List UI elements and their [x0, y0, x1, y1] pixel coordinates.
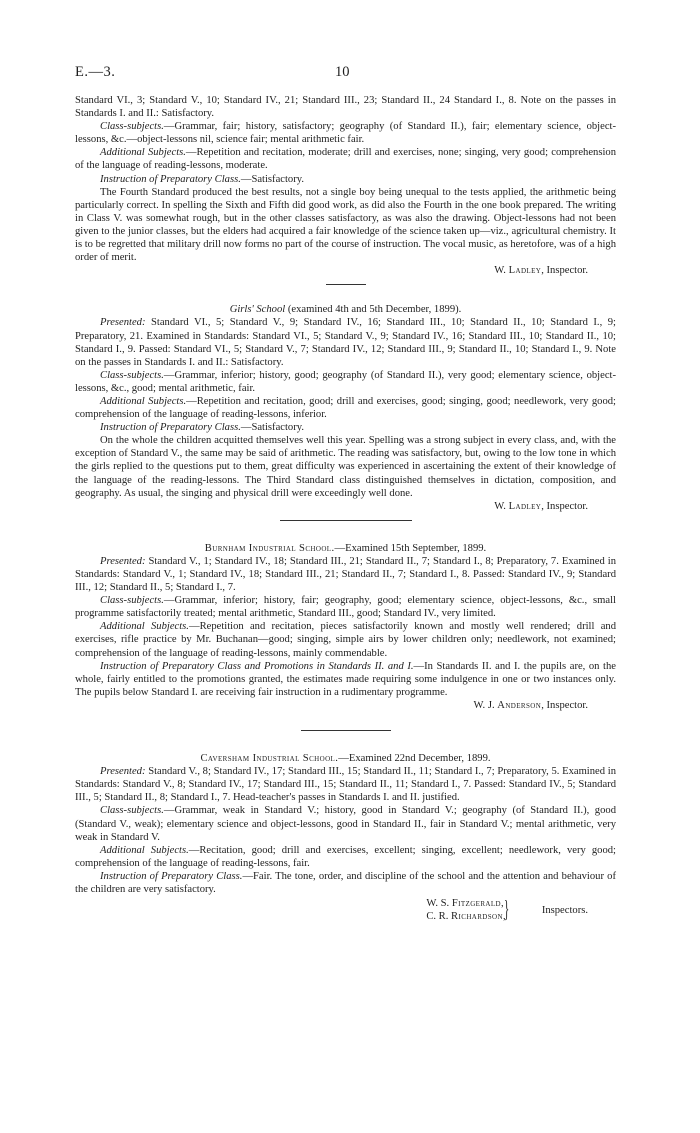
page-header: [75, 64, 635, 84]
signature-role: Inspectors.: [541, 905, 588, 917]
additional-subjects-label: Additional Subjects.: [100, 147, 186, 159]
preparatory-label: Instruction of Preparatory Class.: [100, 173, 241, 185]
inspectors-signature-block: [75, 897, 616, 925]
presented-label: Presented:: [100, 317, 146, 329]
section-divider: [280, 520, 412, 521]
presented-label: Presented:: [100, 555, 146, 567]
presented-text: Standard V., 8; Standard IV., 17; Standard III., 15; Standard II., 11; Standard I., 7; Preparatory, 5. Examined in Standards: Standard V., 8; Standard IV., 17; Standard III., 15; Standard II., 11; Standard I., 7. Passed: Standard IV., 5; Standard III., 5; Standard II., 8; Standard I., 7. Head-teacher's passes in Standards I. and II. justified.: [75, 766, 616, 804]
section-divider: [301, 730, 391, 731]
heading-rest: (examined 4th and 5th December, 1899).: [285, 304, 462, 316]
section-caversham-industrial-school: [75, 752, 616, 925]
preparatory-label: Instruction of Preparatory Class.: [100, 870, 243, 882]
remarks-paragraph: The Fourth Standard produced the best results, not a single boy being unequal to the tests applied, the arithmetic being particularly correct. In spelling the Sixth and Fifth did good work, as did also the Fourth in the one book prepared. The writing in Class V. was somewhat rough, but in the other classes satisfactory, as was also the drawing. Object-lessons had not been given to the junior classes, but the elders had acquired a fair knowledge of the science taken up—viz., agricultural chemistry. It is to be regretted that military drill now forms no part of the course of instruction. The vocal music, as heretofore, was of a high order of merit.: [75, 186, 616, 264]
class-subjects-paragraph: [75, 369, 616, 395]
additional-subjects-paragraph: [75, 146, 616, 172]
class-subjects-text: —Grammar, inferior; history, good; geography (of Standard II.), very good; elementary science, object-lessons, &c., good; mental arithmetic, fair.: [75, 369, 616, 394]
class-subjects-paragraph: [75, 594, 616, 620]
class-subjects-paragraph: [75, 120, 616, 146]
preparatory-paragraph: [75, 421, 616, 434]
additional-subjects-text: —Repetition and recitation, moderate; drill and exercises, none; singing, very good; comprehension of the language of reading-lessons, moderate.: [75, 147, 616, 172]
document-body: [75, 94, 616, 925]
signature-initial: W.: [494, 500, 506, 512]
preparatory-text: —Satisfactory.: [240, 173, 305, 185]
signature-initial: W.: [494, 265, 506, 277]
inspector-signature-2: [426, 910, 506, 923]
signature-initial: W. J.: [473, 699, 495, 711]
section-burnham-industrial-school: [75, 542, 616, 712]
signature-name: Anderson: [497, 699, 542, 711]
class-subjects-label: Class-subjects.: [100, 595, 164, 607]
presented-text: Standard VI., 5; Standard V., 9; Standard IV., 16; Standard III., 10; Standard II., 10; Standard I., 9; Preparatory, 21. Examined in Standards: Standard VI., 5; Standard V., 9; Standard IV., 16; Standard III., 10; Standard II., 10; Standard I., 9. Passed: Standard VI., 5; Standard V., 7; Standard IV., 12; Standard III., 9; Standard II., 10; Standard I., 9. Note on the passes in Standards I. and II.: Satisfactory.: [75, 317, 616, 368]
presented-label: Presented:: [100, 766, 146, 778]
section-heading: [75, 752, 616, 765]
class-subjects-text: —Grammar, fair; history, satisfactory; geography (of Standard II.), fair; elementary science, object-lessons, &c.—object-lessons nil, science fair; mental arithmetic fair.: [75, 121, 616, 146]
inspector-signature: [75, 500, 616, 513]
preparatory-paragraph: [75, 173, 616, 186]
remarks-paragraph: On the whole the children acquitted themselves well this year. Spelling was a strong subject in every class, and, with the exception of Standard V., the same may be said of arithmetic. The reading was satisfactory, but, owing to the low tone in which the girls replied to the questions put to them, great difficulty was experienced in ascertaining the extent of their knowledge of the language of the reading-lessons. The Third Standard class distinguished themselves in dictation, composition, and geography. As usual, the singing and physical drill were exceedingly well done.: [75, 435, 616, 499]
additional-subjects-label: Additional Subjects.: [100, 621, 189, 633]
signature-name: Fitzgerald,: [451, 898, 505, 910]
class-subjects-paragraph: [75, 804, 616, 843]
additional-subjects-label: Additional Subjects.: [100, 844, 189, 856]
presented-paragraph: [75, 555, 616, 594]
preparatory-paragraph: [75, 870, 616, 896]
signature-initial: W. S.: [426, 898, 450, 910]
heading-rest: —Examined 15th September, 1899.: [334, 542, 487, 554]
preparatory-label: Instruction of Preparatory Class and Promotions in Standards II. and I.: [100, 660, 414, 672]
signature-initial: C. R.: [426, 911, 449, 923]
preparatory-paragraph: [75, 660, 616, 699]
additional-subjects-text: —Recitation, good; drill and exercises, excellent; singing, excellent; needlework, very good; comprehension of the language of reading-lessons, fair.: [75, 844, 616, 869]
preparatory-label: Instruction of Preparatory Class.: [100, 422, 241, 434]
signature-role: , Inspector.: [541, 265, 588, 277]
additional-subjects-label: Additional Subjects.: [100, 395, 187, 407]
heading-school-name: Caversham Industrial School.: [200, 753, 339, 765]
section-heading: [75, 542, 616, 555]
inspector-signature: [75, 264, 616, 277]
preparatory-text: —In Standards II. and I. the pupils are, on the whole, fairly entitled to the promotions granted, the estimates made requiring some indulgence in one or two instances only. The pupils below Standard I. are receiving fair instruction in a rudimentary programme.: [75, 660, 616, 698]
class-subjects-text: —Grammar, weak in Standard V.; history, good in Standard V.; geography (of Standard II.), good (Standard V., weak); elementary science and object-lessons, good in Standard II., fair in Standard V.; mental arithmetic, very weak in Standard V.: [75, 805, 616, 843]
inspector-names: [426, 897, 506, 923]
presented-text: Standard V., 1; Standard IV., 18; Standard III., 21; Standard II., 7; Standard I., 8; Preparatory, 7. Examined in Standards: Standard V., 1; Standard IV., 18; Standard III., 21; Standard II., 7; Standard I., 8. Passed: Standard IV., 9; Standard III., 12; Standard II., 5; Standard I., 7.: [75, 555, 616, 594]
preparatory-text: —Satisfactory.: [240, 422, 305, 434]
additional-subjects-text: —Repetition and recitation, good; drill and exercises, good; singing, good; needlework, very good; comprehension of the language of reading-lessons, inferior.: [75, 395, 616, 421]
additional-subjects-text: —Repetition and recitation, pieces satisfactorily known and mostly well rendered; drill and exercises, rifle practice by Mr. Buchanan—good; singing, simple airs by lower children only; needlework, not examined; comprehension of the language of reading-lessons, mainly commendable.: [75, 621, 616, 659]
additional-subjects-paragraph: [75, 844, 616, 870]
presented-paragraph: [75, 316, 616, 368]
presented-continued: Standard VI., 3; Standard V., 10; Standard IV., 21; Standard III., 23; Standard II., 24 Standard I., 8. Note on the passes in Standards I. and II.: Satisfactory.: [75, 95, 616, 120]
inspector-signature-1: [426, 897, 506, 910]
section-divider: [326, 284, 366, 285]
class-subjects-label: Class-subjects.: [100, 805, 164, 817]
inspector-signature: [75, 699, 616, 712]
additional-subjects-paragraph: [75, 395, 616, 421]
additional-subjects-paragraph: [75, 620, 616, 659]
signature-name: Ladley: [508, 500, 542, 512]
class-subjects-text: —Grammar, inferior; history, fair; geography, good; elementary science, object-lessons, &c., small programme satisfactorily treated; mental arithmetic, Standard III., good; Standard IV., very limited.: [75, 595, 616, 620]
class-subjects-label: Class-subjects.: [100, 369, 164, 381]
heading-rest: —Examined 22nd December, 1899.: [338, 753, 491, 765]
report-code: E.—3.: [75, 64, 116, 80]
page-number: 10: [335, 64, 350, 80]
section-heading: [75, 303, 616, 316]
presented-paragraph: [75, 765, 616, 804]
signature-role: , Inspector.: [541, 699, 588, 711]
right-brace-icon: }: [504, 897, 510, 924]
signature-name: Richardson,: [451, 911, 506, 923]
section-girls-school: [75, 303, 616, 513]
signature-name: Ladley: [508, 265, 542, 277]
class-subjects-label: Class-subjects.: [100, 121, 164, 133]
heading-school-name: Burnham Industrial School.: [204, 542, 335, 554]
preparatory-text: —Fair. The tone, order, and discipline of the school and the attention and behaviour of the children are very satisfactory.: [75, 870, 616, 895]
heading-italic: Girls' School: [229, 304, 286, 316]
signature-role: , Inspector.: [541, 500, 588, 512]
section-continued-report: [75, 94, 616, 277]
